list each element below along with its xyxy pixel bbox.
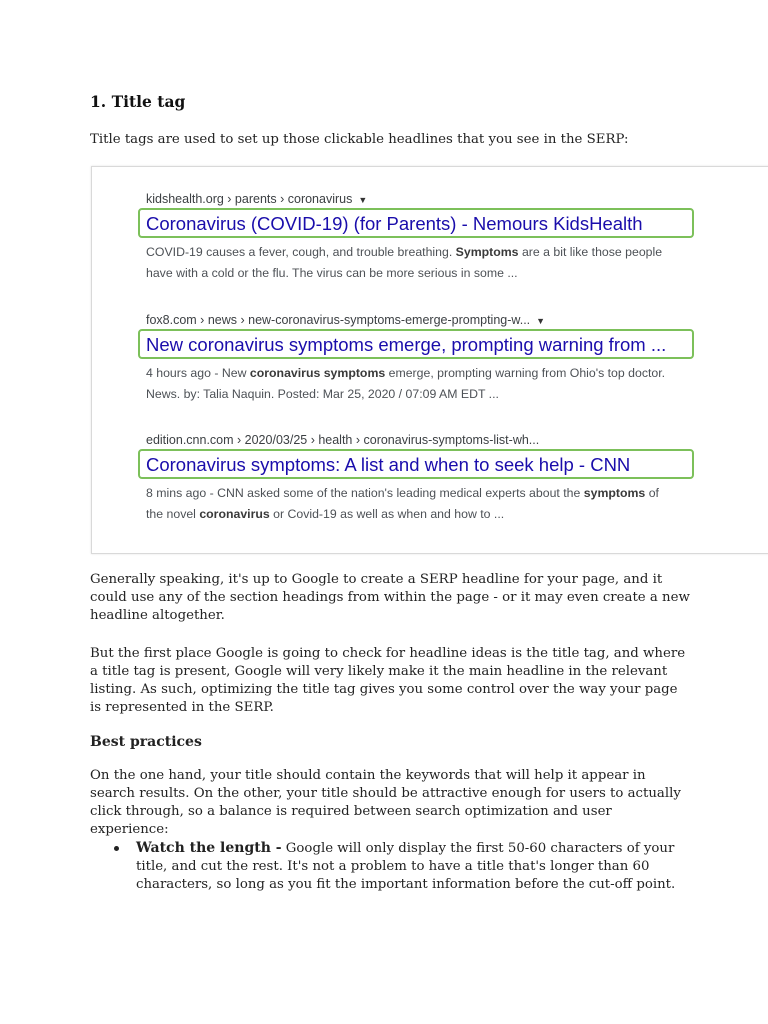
dropdown-arrow-icon: ▼	[358, 195, 368, 205]
result-title-link[interactable]: New coronavirus symptoms emerge, prompting warning from ...	[146, 334, 667, 355]
serp-screenshot	[91, 166, 768, 554]
result-breadcrumb: kidshealth.org › parents › coronavirus ▼	[146, 192, 368, 206]
result-title-link[interactable]: Coronavirus symptoms: A list and when to seek help - CNN	[146, 454, 631, 475]
bullet-text: Google will only display the first 50-60 characters of your title, and cut the rest. It's not a problem to have a title that's longer than 60 characters, so long as you fit the important information before the cut-off point.	[136, 841, 676, 892]
result-title-link[interactable]: Coronavirus (COVID-19) (for Parents) - Nemours KidsHealth	[146, 213, 643, 234]
result-snippet: COVID-19 causes a fever, cough, and trouble breathing. Symptoms are a bit like those people have with a cold or the flu. The virus can be more serious in some ...	[146, 245, 663, 280]
list-item	[90, 839, 690, 894]
result-breadcrumb: edition.cnn.com › 2020/03/25 › health › coronavirus-symptoms-list-wh...	[146, 433, 540, 447]
intro-paragraph: Title tags are used to set up those clickable headlines that you see in the SERP:	[90, 132, 629, 147]
bullet-lead: Watch the length -	[136, 840, 282, 856]
subheading: Best practices	[90, 734, 202, 750]
result-snippet: 4 hours ago - New coronavirus symptoms emerge, prompting warning from Ohio's top doctor. News. by: Talia Naquin. Posted: Mar 25, 2020 / 07:09 AM EDT ...	[146, 366, 666, 401]
body-paragraph: Generally speaking, it's up to Google to create a SERP headline for your page, and it could use any of the section headings from within the page - or it may even create a new headline altogether.	[90, 572, 690, 623]
result-snippet: 8 mins ago - CNN asked some of the nation's leading medical experts about the symptoms of the novel coronavirus or Covid-19 as well as when and how to ...	[146, 486, 659, 521]
bullet-list	[90, 839, 690, 894]
body-paragraph: On the one hand, your title should contain the keywords that will help it appear in search results. On the other, your title should be attractive enough for users to actually click through, so a balance is required between search optimization and user experience:	[90, 768, 681, 837]
section-heading: 1. Title tag	[90, 92, 186, 111]
result-breadcrumb: fox8.com › news › new-coronavirus-symptoms-emerge-prompting-w... ▼	[146, 313, 546, 327]
bullet-icon	[114, 846, 119, 851]
body-paragraph: But the first place Google is going to check for headline ideas is the title tag, and where a title tag is present, Google will very likely make it the main headline in the relevant listing. As such, optimizing the title tag gives you some control over the way your page is represented in the SERP.	[90, 646, 686, 715]
dropdown-arrow-icon: ▼	[536, 316, 546, 326]
